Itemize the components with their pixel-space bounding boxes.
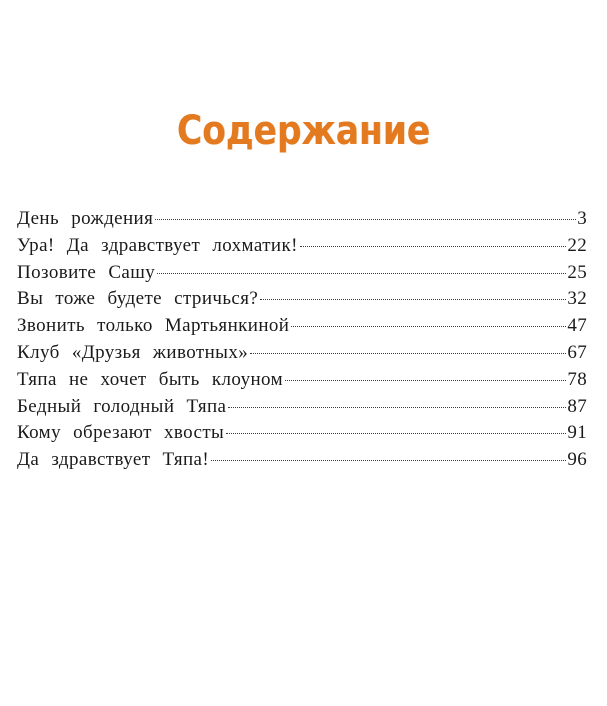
dot-leader bbox=[155, 219, 576, 220]
toc-entry-title: Тяпа не хочет быть клоуном bbox=[17, 368, 284, 390]
dot-leader bbox=[285, 380, 566, 381]
dot-leader bbox=[250, 353, 566, 354]
toc-entry-title: Звонить только Мартьянкиной bbox=[17, 315, 290, 337]
dot-leader bbox=[228, 407, 566, 408]
dot-leader bbox=[300, 246, 567, 247]
dot-leader bbox=[157, 273, 566, 274]
toc-entry-title: Клуб «Друзья животных» bbox=[17, 341, 249, 363]
toc-entry bbox=[17, 260, 587, 287]
dot-leader bbox=[226, 433, 566, 434]
toc-entry bbox=[17, 447, 587, 474]
toc-entry-title: Позовите Сашу bbox=[17, 261, 156, 283]
page-title: Содержание bbox=[176, 108, 431, 154]
toc-page-number: 47 bbox=[567, 315, 587, 337]
toc-entry bbox=[17, 286, 587, 313]
toc-entry bbox=[17, 394, 587, 421]
dot-leader bbox=[211, 460, 566, 461]
toc-page-number: 91 bbox=[567, 422, 587, 444]
toc-page-number: 87 bbox=[567, 395, 587, 417]
toc-entry bbox=[17, 206, 587, 233]
toc-page-number: 3 bbox=[577, 208, 587, 229]
dot-leader bbox=[291, 326, 566, 327]
toc-entry bbox=[17, 313, 587, 340]
toc-page-number: 96 bbox=[567, 449, 587, 471]
toc-page-number: 67 bbox=[567, 341, 587, 363]
toc-page-number: 25 bbox=[567, 261, 587, 283]
toc-entry bbox=[17, 340, 587, 367]
toc-entry bbox=[17, 367, 587, 394]
toc-page-number: 78 bbox=[567, 368, 587, 390]
toc-page-number: 22 bbox=[567, 234, 587, 256]
table-of-contents bbox=[17, 206, 587, 474]
toc-entry-title: Бедный голодный Тяпа bbox=[17, 395, 227, 417]
toc-entry bbox=[17, 233, 587, 260]
toc-entry-title: Да здравствует Тяпа! bbox=[17, 449, 210, 471]
toc-page-number: 32 bbox=[567, 288, 587, 310]
toc-entry bbox=[17, 420, 587, 447]
toc-entry-title: Вы тоже будете стричься? bbox=[17, 288, 259, 310]
dot-leader bbox=[260, 299, 566, 300]
toc-entry-title: Кому обрезают хвосты bbox=[17, 422, 225, 444]
toc-entry-title: Ура! Да здравствует лохматик! bbox=[17, 234, 298, 256]
toc-entry-title: День рождения bbox=[17, 208, 154, 229]
